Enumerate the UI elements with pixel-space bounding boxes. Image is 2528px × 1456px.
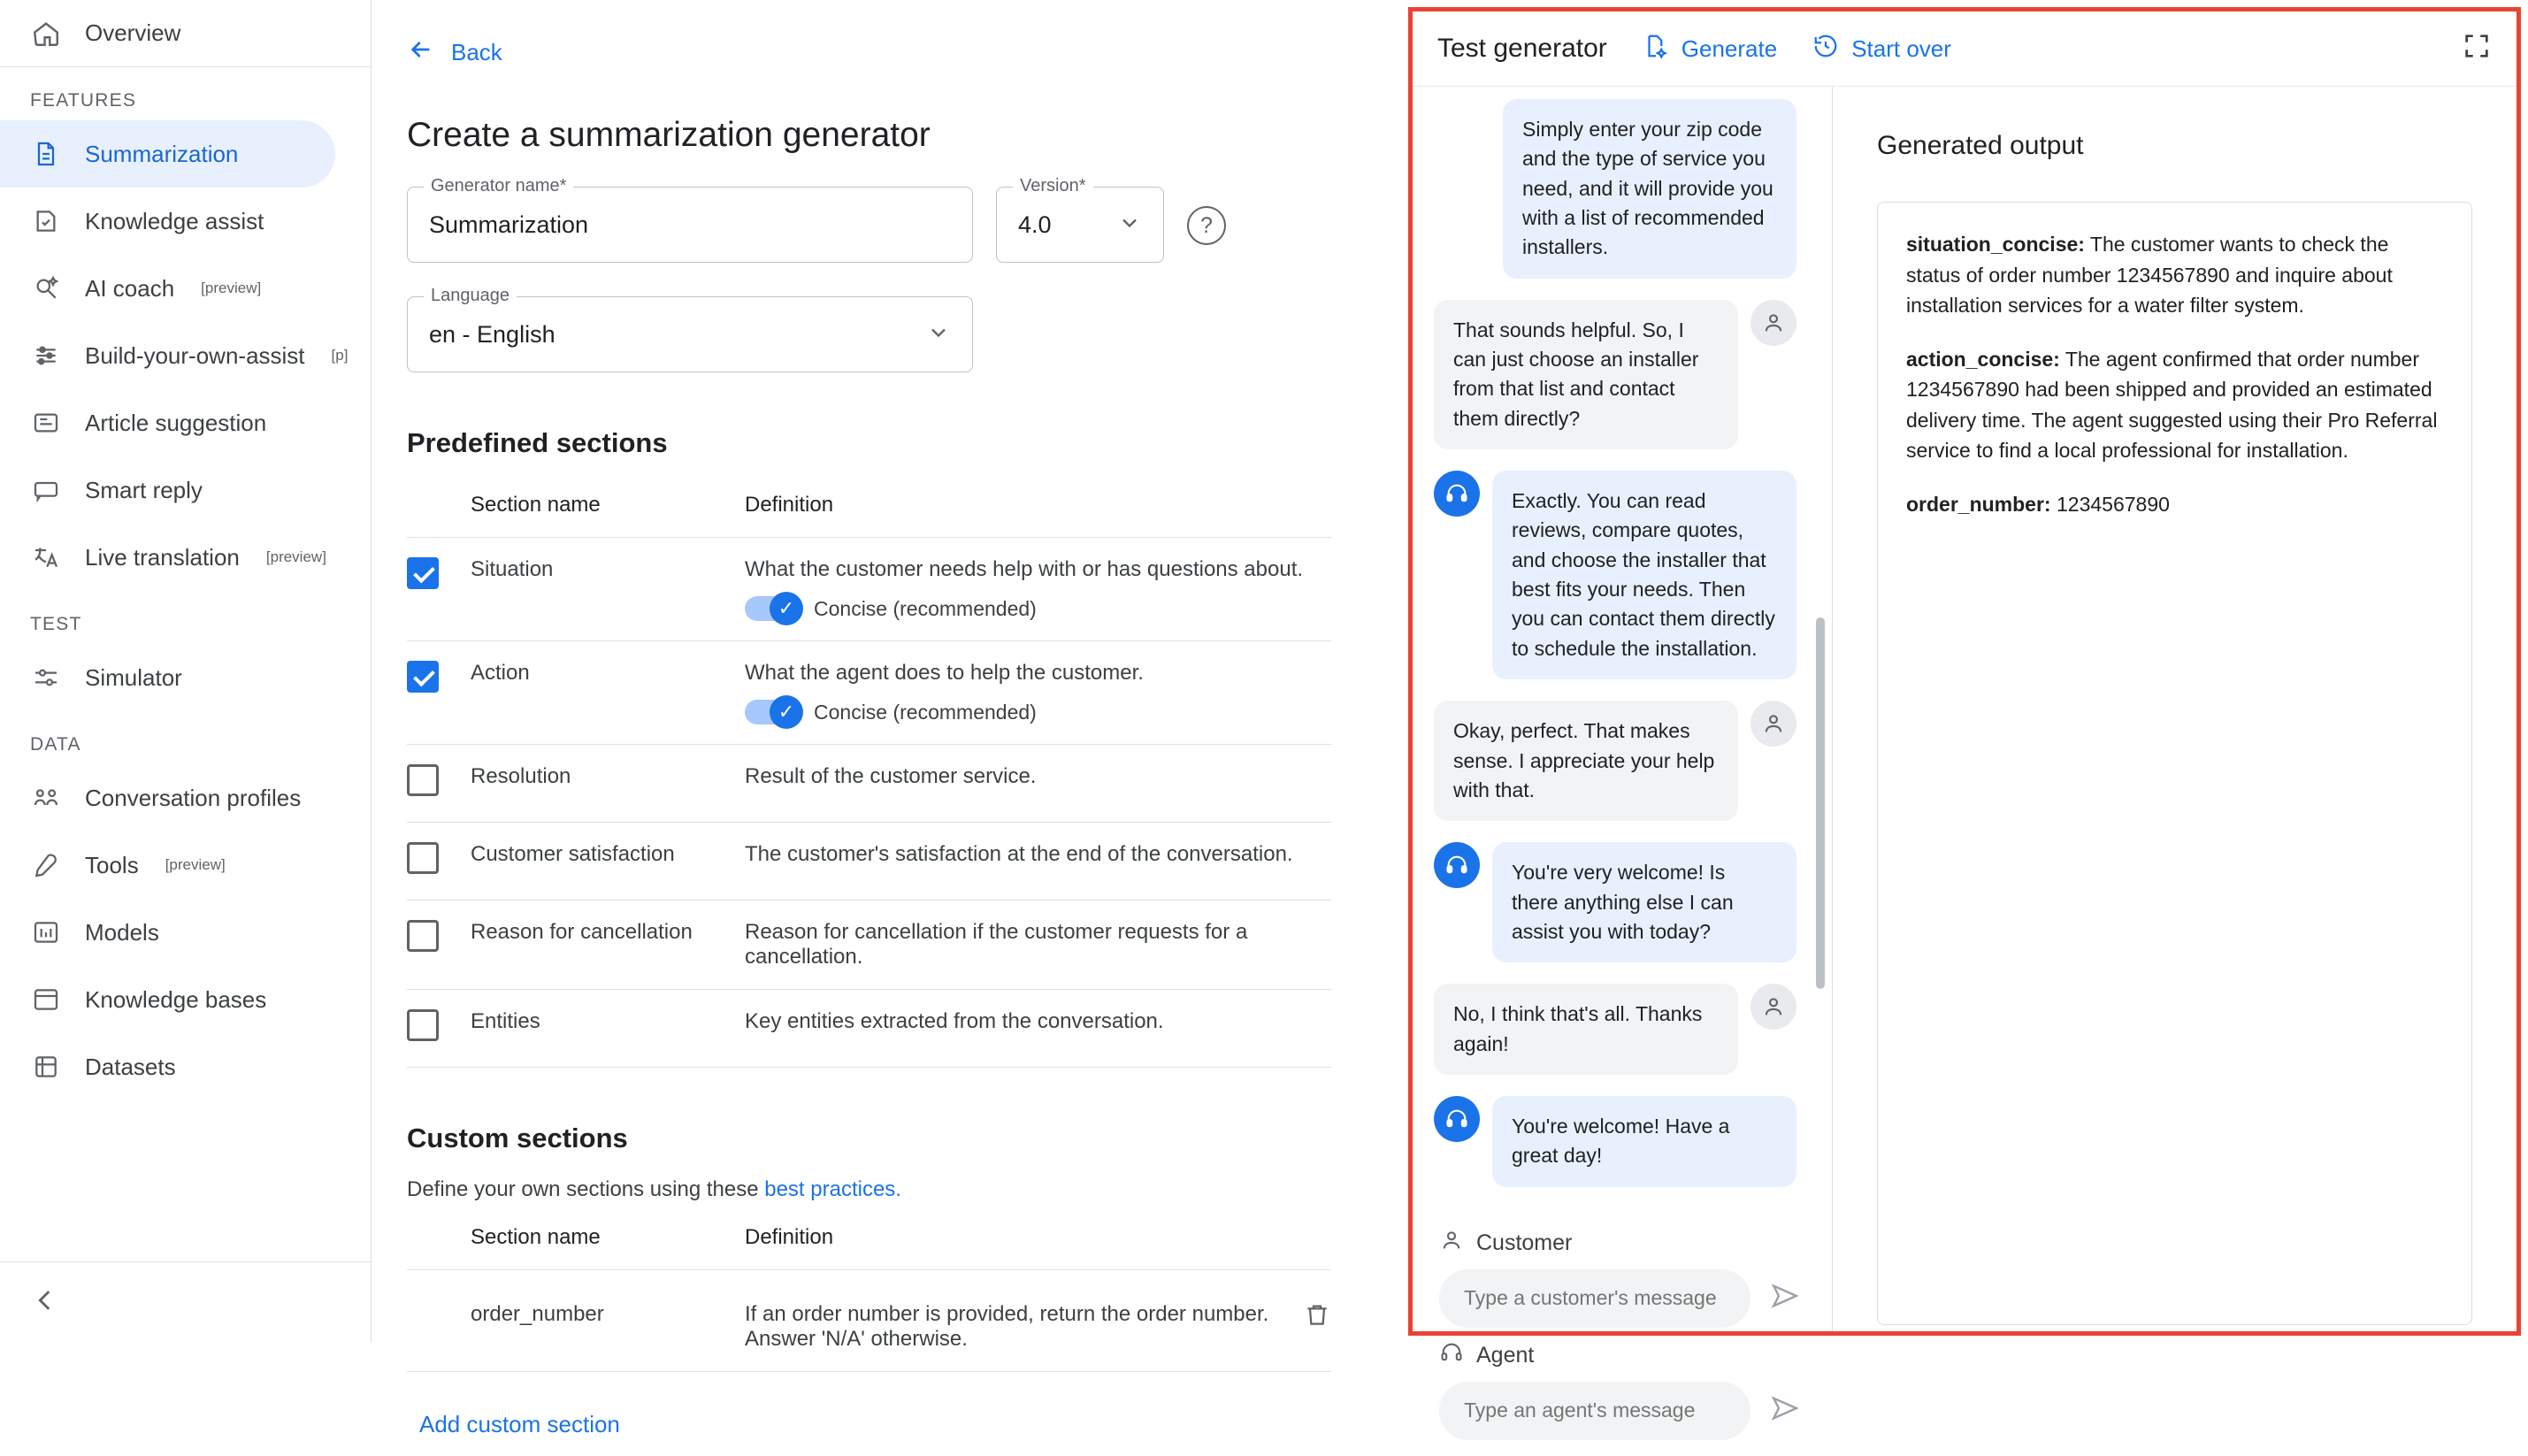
custom-row-definition: If an order number is provided, return the order number. Answer 'N/A' otherwise. xyxy=(745,1302,1269,1351)
chevron-left-icon xyxy=(30,1285,60,1320)
chat-input-block xyxy=(1413,1208,1832,1456)
chat-message-agent xyxy=(1434,471,1796,679)
knowledge-icon xyxy=(30,205,62,237)
chevron-down-icon xyxy=(926,320,951,349)
sidebar-item-smart-reply[interactable] xyxy=(0,456,371,524)
sidebar-item-label: Models xyxy=(85,918,159,946)
checkbox-resolution[interactable] xyxy=(407,764,439,796)
table-row xyxy=(407,990,1331,1068)
definition-header: Definition xyxy=(745,482,1331,538)
delete-custom-section-icon[interactable] xyxy=(1303,1300,1331,1335)
sidebar-item-label: Knowledge bases xyxy=(85,985,267,1013)
sidebar-item-tag: [preview] xyxy=(165,856,226,873)
agent-avatar-icon xyxy=(1434,471,1480,517)
sidebar-item-knowledge-assist[interactable] xyxy=(0,188,371,255)
toggle-knob: ✓ xyxy=(770,592,803,625)
start-over-button[interactable] xyxy=(1812,33,1951,65)
agent-input-label: Agent xyxy=(1476,1342,1535,1368)
customer-avatar-icon xyxy=(1750,701,1796,747)
customer-input-label: Customer xyxy=(1476,1230,1573,1255)
sidebar-item-label: Summarization xyxy=(85,140,239,167)
sidebar-section-header-features: FEATURES xyxy=(30,90,137,111)
start-over-label: Start over xyxy=(1851,34,1951,62)
concise-toggle-row[interactable] xyxy=(745,596,1331,621)
customer-avatar-icon xyxy=(1750,984,1796,1030)
chat-bubble: That sounds helpful. So, I can just choose an installer from that list and contact them directly? xyxy=(1434,300,1738,449)
spacer-cell xyxy=(407,1270,471,1372)
custom-row-name: order_number xyxy=(471,1270,745,1372)
output-entry xyxy=(1906,489,2443,520)
sidebar-item-summarization[interactable] xyxy=(0,120,335,188)
sliders-icon xyxy=(30,340,62,372)
output-entry xyxy=(1906,344,2443,466)
custom-desc-text: Define your own sections using these xyxy=(407,1177,765,1201)
concise-toggle-row[interactable] xyxy=(745,700,1331,724)
row-checkbox-cell[interactable] xyxy=(407,823,471,900)
sidebar-item-ai-coach[interactable] xyxy=(0,255,371,322)
page-title: Create a summarization generator xyxy=(407,116,931,154)
concise-toggle-situation[interactable] xyxy=(745,596,800,621)
output-entry-text: 1234567890 xyxy=(2050,492,2170,516)
sidebar-item-label: Article suggestion xyxy=(85,409,267,436)
sidebar-item-knowledge-bases[interactable] xyxy=(0,966,371,1033)
chat-bubble: You're welcome! Have a great day! xyxy=(1492,1096,1796,1187)
row-name: Situation xyxy=(471,538,745,641)
chat-message-customer xyxy=(1434,984,1796,1075)
tools-icon xyxy=(30,849,62,881)
table-row xyxy=(407,641,1331,745)
chat-message-agent xyxy=(1434,1096,1796,1187)
knowledge-base-icon xyxy=(30,984,62,1015)
sidebar-item-article-suggestion[interactable] xyxy=(0,389,371,456)
sidebar-item-label: Overview xyxy=(85,19,181,46)
checkbox-entities[interactable] xyxy=(407,1009,439,1041)
sidebar xyxy=(0,0,372,1343)
version-select[interactable] xyxy=(996,176,1164,263)
checkbox-column-header xyxy=(407,482,471,538)
chat-message-customer xyxy=(1434,701,1796,821)
version-value: 4.0 xyxy=(1018,211,1052,238)
output-entry-text: The agent confirmed that order number 1234567890 had been shipped and provided an estimated delivery time. The agent suggested using their Pro Referral service to find a local professional for installation. xyxy=(1906,347,2438,462)
version-label: Version* xyxy=(1013,176,1093,196)
row-checkbox-cell[interactable] xyxy=(407,745,471,823)
chevron-down-icon xyxy=(1117,211,1142,240)
custom-definition-header: Definition xyxy=(745,1215,1331,1270)
smart-reply-icon xyxy=(30,474,62,506)
language-label: Language xyxy=(424,286,517,306)
chat-column xyxy=(1413,87,1833,1368)
sidebar-item-tag: [preview] xyxy=(201,280,262,296)
send-customer-icon[interactable] xyxy=(1770,1281,1800,1315)
checkbox-action[interactable] xyxy=(407,661,439,693)
generated-output-card xyxy=(1877,202,2472,1325)
chat-bubble: You're very welcome! Is there anything else I can assist you with today? xyxy=(1492,842,1796,962)
agent-avatar-icon xyxy=(1434,842,1480,888)
test-generator-panel xyxy=(1408,7,2521,1368)
output-entry xyxy=(1906,229,2443,321)
custom-sections-table xyxy=(407,1215,1331,1372)
row-definition: Reason for cancellation if the customer requests for a cancellation. xyxy=(745,900,1331,990)
toggle-knob: ✓ xyxy=(770,695,803,729)
chat-message-agent xyxy=(1503,99,1796,279)
row-definition-cell xyxy=(745,538,1331,641)
row-checkbox-cell[interactable] xyxy=(407,990,471,1068)
restore-icon xyxy=(1812,33,1839,65)
generator-name-value: Summarization xyxy=(429,211,589,238)
chat-bubble: Exactly. You can read reviews, compare quotes, and choose the installer that best fits your needs. Then you can contact them directly to schedule the installation. xyxy=(1492,471,1796,679)
sidebar-item-label: Smart reply xyxy=(85,476,203,503)
sidebar-item-label: Tools xyxy=(85,851,139,878)
customer-message-input[interactable] xyxy=(1439,1269,1750,1328)
sidebar-section-header-data: DATA xyxy=(30,734,81,755)
sidebar-item-tools[interactable] xyxy=(0,831,371,899)
sidebar-section-header-test: TEST xyxy=(30,614,82,634)
sidebar-item-label: AI coach xyxy=(85,274,175,302)
sidebar-item-tag: [preview] xyxy=(265,548,326,565)
generate-label: Generate xyxy=(1681,34,1778,62)
test-panel-title: Test generator xyxy=(1437,34,1607,63)
row-definition-cell xyxy=(745,641,1331,745)
sidebar-item-label: Simulator xyxy=(85,663,182,691)
article-icon xyxy=(30,407,62,439)
sidebar-collapse-button[interactable] xyxy=(0,1261,372,1343)
sidebar-item-tag: [p] xyxy=(331,347,349,364)
sidebar-item-label: Live translation xyxy=(85,543,240,571)
table-row xyxy=(407,1270,1331,1372)
predefined-sections-table xyxy=(407,482,1331,1068)
back-label: Back xyxy=(451,39,502,65)
checkbox-situation[interactable] xyxy=(407,557,439,589)
row-checkbox-cell[interactable] xyxy=(407,538,471,641)
generate-icon xyxy=(1643,33,1669,65)
row-checkbox-cell[interactable] xyxy=(407,900,471,990)
generated-output-title: Generated output xyxy=(1877,131,2084,160)
table-header-row xyxy=(407,482,1331,538)
translate-icon xyxy=(30,541,62,573)
concise-toggle-label: Concise (recommended) xyxy=(814,700,1037,724)
chat-message-customer xyxy=(1434,300,1796,449)
checkbox-reason-for-cancellation[interactable] xyxy=(407,920,439,952)
row-checkbox-cell[interactable] xyxy=(407,641,471,745)
row-definition: Result of the customer service. xyxy=(745,745,1331,823)
section-name-header: Section name xyxy=(471,482,745,538)
arrow-left-icon xyxy=(407,35,435,70)
output-entry-key: order_number: xyxy=(1906,492,2051,516)
sidebar-item-label: Datasets xyxy=(85,1053,176,1080)
chat-bubble: Simply enter your zip code and the type of service you need, and it will provide you with a list of recommended installers. xyxy=(1503,99,1796,279)
generate-button[interactable] xyxy=(1643,33,1777,65)
table-row xyxy=(407,900,1331,990)
customer-avatar-icon xyxy=(1750,300,1796,346)
agent-message-input[interactable] xyxy=(1439,1382,1750,1440)
models-icon xyxy=(30,916,62,948)
send-agent-icon[interactable] xyxy=(1770,1393,1800,1428)
row-name: Action xyxy=(471,641,745,745)
chat-message-agent xyxy=(1434,842,1796,962)
row-definition: Key entities extracted from the conversation. xyxy=(745,990,1331,1068)
row-name: Reason for cancellation xyxy=(471,900,745,990)
sidebar-item-label: Build-your-own-assist xyxy=(85,341,305,369)
sidebar-item-models[interactable] xyxy=(0,899,371,966)
add-custom-section-button[interactable]: Add custom section xyxy=(419,1411,620,1437)
table-row xyxy=(407,538,1331,641)
predefined-sections-title: Predefined sections xyxy=(407,427,668,458)
chat-scrollbar[interactable] xyxy=(1816,617,1825,989)
test-panel-body xyxy=(1413,86,2517,1368)
output-entry-key: action_concise: xyxy=(1906,347,2060,371)
test-panel-header xyxy=(1413,11,2517,86)
output-entry-text: The customer wants to check the status of order number 1234567890 and inquire about installation services for a water filter system. xyxy=(1906,233,2393,317)
row-name: Resolution xyxy=(471,745,745,823)
sidebar-item-conversation-profiles[interactable] xyxy=(0,764,371,831)
sidebar-item-datasets[interactable] xyxy=(0,1033,371,1100)
table-header-row xyxy=(407,1215,1331,1270)
row-name: Customer satisfaction xyxy=(471,823,745,900)
customer-input-line xyxy=(1439,1269,1800,1328)
chat-bubble: Okay, perfect. That makes sense. I appreciate your help with that. xyxy=(1434,701,1738,821)
generated-output-column xyxy=(1833,87,2517,1331)
chat-bubble: No, I think that's all. Thanks again! xyxy=(1434,984,1738,1075)
sidebar-item-simulator[interactable] xyxy=(0,644,371,711)
custom-section-name-header: Section name xyxy=(471,1215,745,1270)
help-icon[interactable]: ? xyxy=(1187,206,1226,245)
generator-name-label: Generator name* xyxy=(424,176,573,196)
customer-input-label-row xyxy=(1439,1228,1800,1259)
simulator-icon xyxy=(30,662,62,694)
custom-sections-title: Custom sections xyxy=(407,1123,628,1153)
expand-icon[interactable] xyxy=(2462,31,2492,65)
output-entry-key: situation_concise: xyxy=(1906,233,2085,256)
table-row xyxy=(407,823,1331,900)
table-row xyxy=(407,745,1331,823)
agent-icon xyxy=(1439,1340,1464,1371)
agent-avatar-icon xyxy=(1434,1096,1480,1142)
checkbox-customer-satisfaction[interactable] xyxy=(407,842,439,874)
back-button[interactable] xyxy=(407,35,502,70)
row-name: Entities xyxy=(471,990,745,1068)
document-icon xyxy=(30,138,62,170)
sidebar-item-label: Conversation profiles xyxy=(85,784,302,811)
best-practices-link[interactable]: best practices. xyxy=(764,1177,901,1201)
agent-input-line xyxy=(1439,1382,1800,1440)
sidebar-item-overview[interactable] xyxy=(0,0,371,67)
ai-coach-icon xyxy=(30,272,62,304)
row-definition: What the agent does to help the customer. xyxy=(745,661,1144,685)
row-definition: The customer's satisfaction at the end of the conversation. xyxy=(745,823,1331,900)
generator-name-field[interactable] xyxy=(407,176,973,263)
row-definition: What the customer needs help with or has questions about. xyxy=(745,557,1304,581)
language-select[interactable] xyxy=(407,286,973,372)
concise-toggle-label: Concise (recommended) xyxy=(814,596,1037,620)
sidebar-item-build-your-own-assist[interactable] xyxy=(0,322,371,389)
home-icon xyxy=(30,18,62,50)
datasets-icon xyxy=(30,1051,62,1083)
sidebar-item-label: Knowledge assist xyxy=(85,207,264,234)
chat-transcript xyxy=(1413,87,1832,1208)
custom-row-definition-cell xyxy=(745,1270,1331,1372)
sidebar-item-live-translation[interactable] xyxy=(0,524,371,591)
concise-toggle-action[interactable] xyxy=(745,700,800,724)
language-value: en - English xyxy=(429,320,555,348)
customer-icon xyxy=(1439,1228,1464,1259)
agent-input-label-row xyxy=(1439,1340,1800,1371)
spacer-column-header xyxy=(407,1215,471,1270)
profiles-icon xyxy=(30,782,62,814)
